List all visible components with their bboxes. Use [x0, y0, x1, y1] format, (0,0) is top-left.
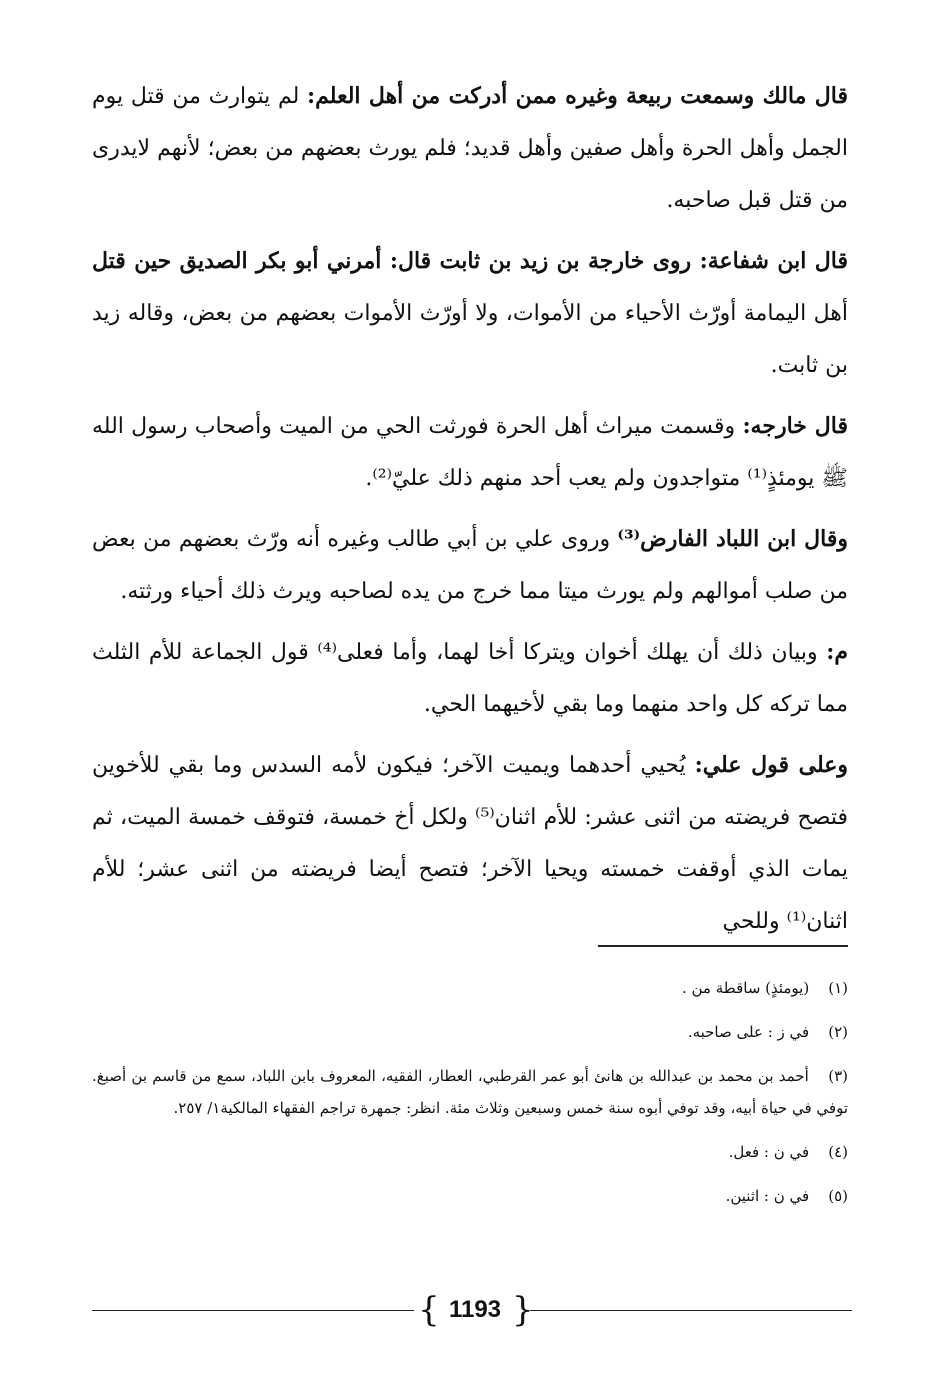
paragraph-text: أهل اليمامة أورّث الأحياء من الأموات، ولا أورّث الأموات بعضهم من بعض، وقاله زيد بن ثابت. — [92, 301, 848, 378]
page-footer — [92, 1290, 852, 1330]
footnote-text: في ن : فعل. — [728, 1143, 810, 1161]
footnote-number: (٥) — [828, 1187, 848, 1205]
footnote — [92, 972, 848, 1004]
footnotes — [92, 972, 848, 1224]
footnote-text: أحمد بن محمد بن عبدالله بن هانئ أبو عمر القرطبي، العطار، الفقيه، المعروف بابن اللباد، سمع من قاسم بن أصبغ. توفي في حياة أبيه، وقد توفي أبوه سنة خمس وسبعين وثلاث مئة. انظر: جمهرة تراجم الفقهاء المالكية١/ ٢٥٧. — [92, 1067, 848, 1117]
footer-rule-left — [92, 1310, 414, 1311]
paragraph-lead: م: — [826, 639, 848, 665]
footer-brace-left: { — [418, 1290, 440, 1330]
footnote — [92, 1180, 848, 1212]
paragraph-text: يُحيي أحدهما ويميت الآخر؛ فيكون لأمه السدس وما بقي للأخوين فتصح فريضته من اثنى عشر: للأم اثنان⁽⁵⁾ ولكل أخ خمسة، فتوقف خمسة الميت، ثم يمات الذي أوقفت خمسته ويحيا الآخر؛ فتصح أيضا فريضته من اثنى عشر؛ للأم اثنان⁽¹⁾ وللحي — [92, 753, 848, 934]
paragraph-lead: قال مالك وسمعت ربيعة وغيره ممن أدركت من أهل العلم: — [307, 83, 848, 109]
footnote-separator — [598, 945, 848, 947]
paragraph-lead: قال خارجه: — [742, 413, 848, 439]
footnote-text: في ن : اثنين. — [725, 1187, 810, 1205]
footnote — [92, 1060, 848, 1124]
footnote-number: (٣) — [828, 1067, 848, 1085]
footer-rule-right — [530, 1310, 852, 1311]
paragraph — [92, 400, 848, 505]
paragraph-text: وقسمت ميراث أهل الحرة فورثت الحي من الميت وأصحاب رسول الله ﷺ يومئذٍ⁽¹⁾ متواجدون ولم يعب أحد منهم ذلك عليّ⁽²⁾. — [92, 414, 848, 491]
paragraph-lead: وقال ابن اللباد الفارض⁽³⁾ — [617, 526, 848, 552]
paragraph — [92, 70, 848, 227]
page-number: 1193 — [448, 1296, 502, 1323]
footnote — [92, 1136, 848, 1168]
paragraph-lead: قال ابن شفاعة: روى خارجة بن زيد بن ثابت قال: أمرني أبو بكر الصديق حين قتل — [92, 248, 848, 274]
paragraph-text: وروى علي بن أبي طالب وغيره أنه ورّث بعضهم من بعض من صلب أموالهم ولم يورث ميتا مما خرج من يده لصاحبه ويرث ذلك أحياء ورثته. — [92, 527, 848, 604]
footnote-number: (٤) — [828, 1143, 848, 1161]
paragraph-lead: وعلى قول علي: — [694, 752, 848, 778]
paragraph — [92, 739, 848, 948]
footer-brace-right: } — [512, 1290, 534, 1330]
paragraph — [92, 235, 848, 392]
paragraph-text: وبيان ذلك أن يهلك أخوان ويتركا أخا لهما، وأما فعلى⁽⁴⁾ قول الجماعة للأم الثلث مما تركه كل واحد منهما وما بقي لأخيهما الحي. — [92, 640, 848, 717]
footnote-number: (١) — [828, 979, 848, 997]
paragraph-text: لم يتوارث من قتل يوم الجمل وأهل الحرة وأهل صفين وأهل قديد؛ فلم يورث بعضهم من بعض؛ لأنهم لايدرى من قتل قبل صاحبه. — [92, 84, 848, 213]
footnote-text: في ز : على صاحبه. — [687, 1023, 810, 1041]
paragraph — [92, 626, 848, 731]
footnote-number: (٢) — [828, 1023, 848, 1041]
footnote-text: (يومئذٍ) ساقطة من . — [681, 979, 810, 997]
footnote — [92, 1016, 848, 1048]
main-text — [92, 70, 848, 956]
paragraph — [92, 513, 848, 618]
